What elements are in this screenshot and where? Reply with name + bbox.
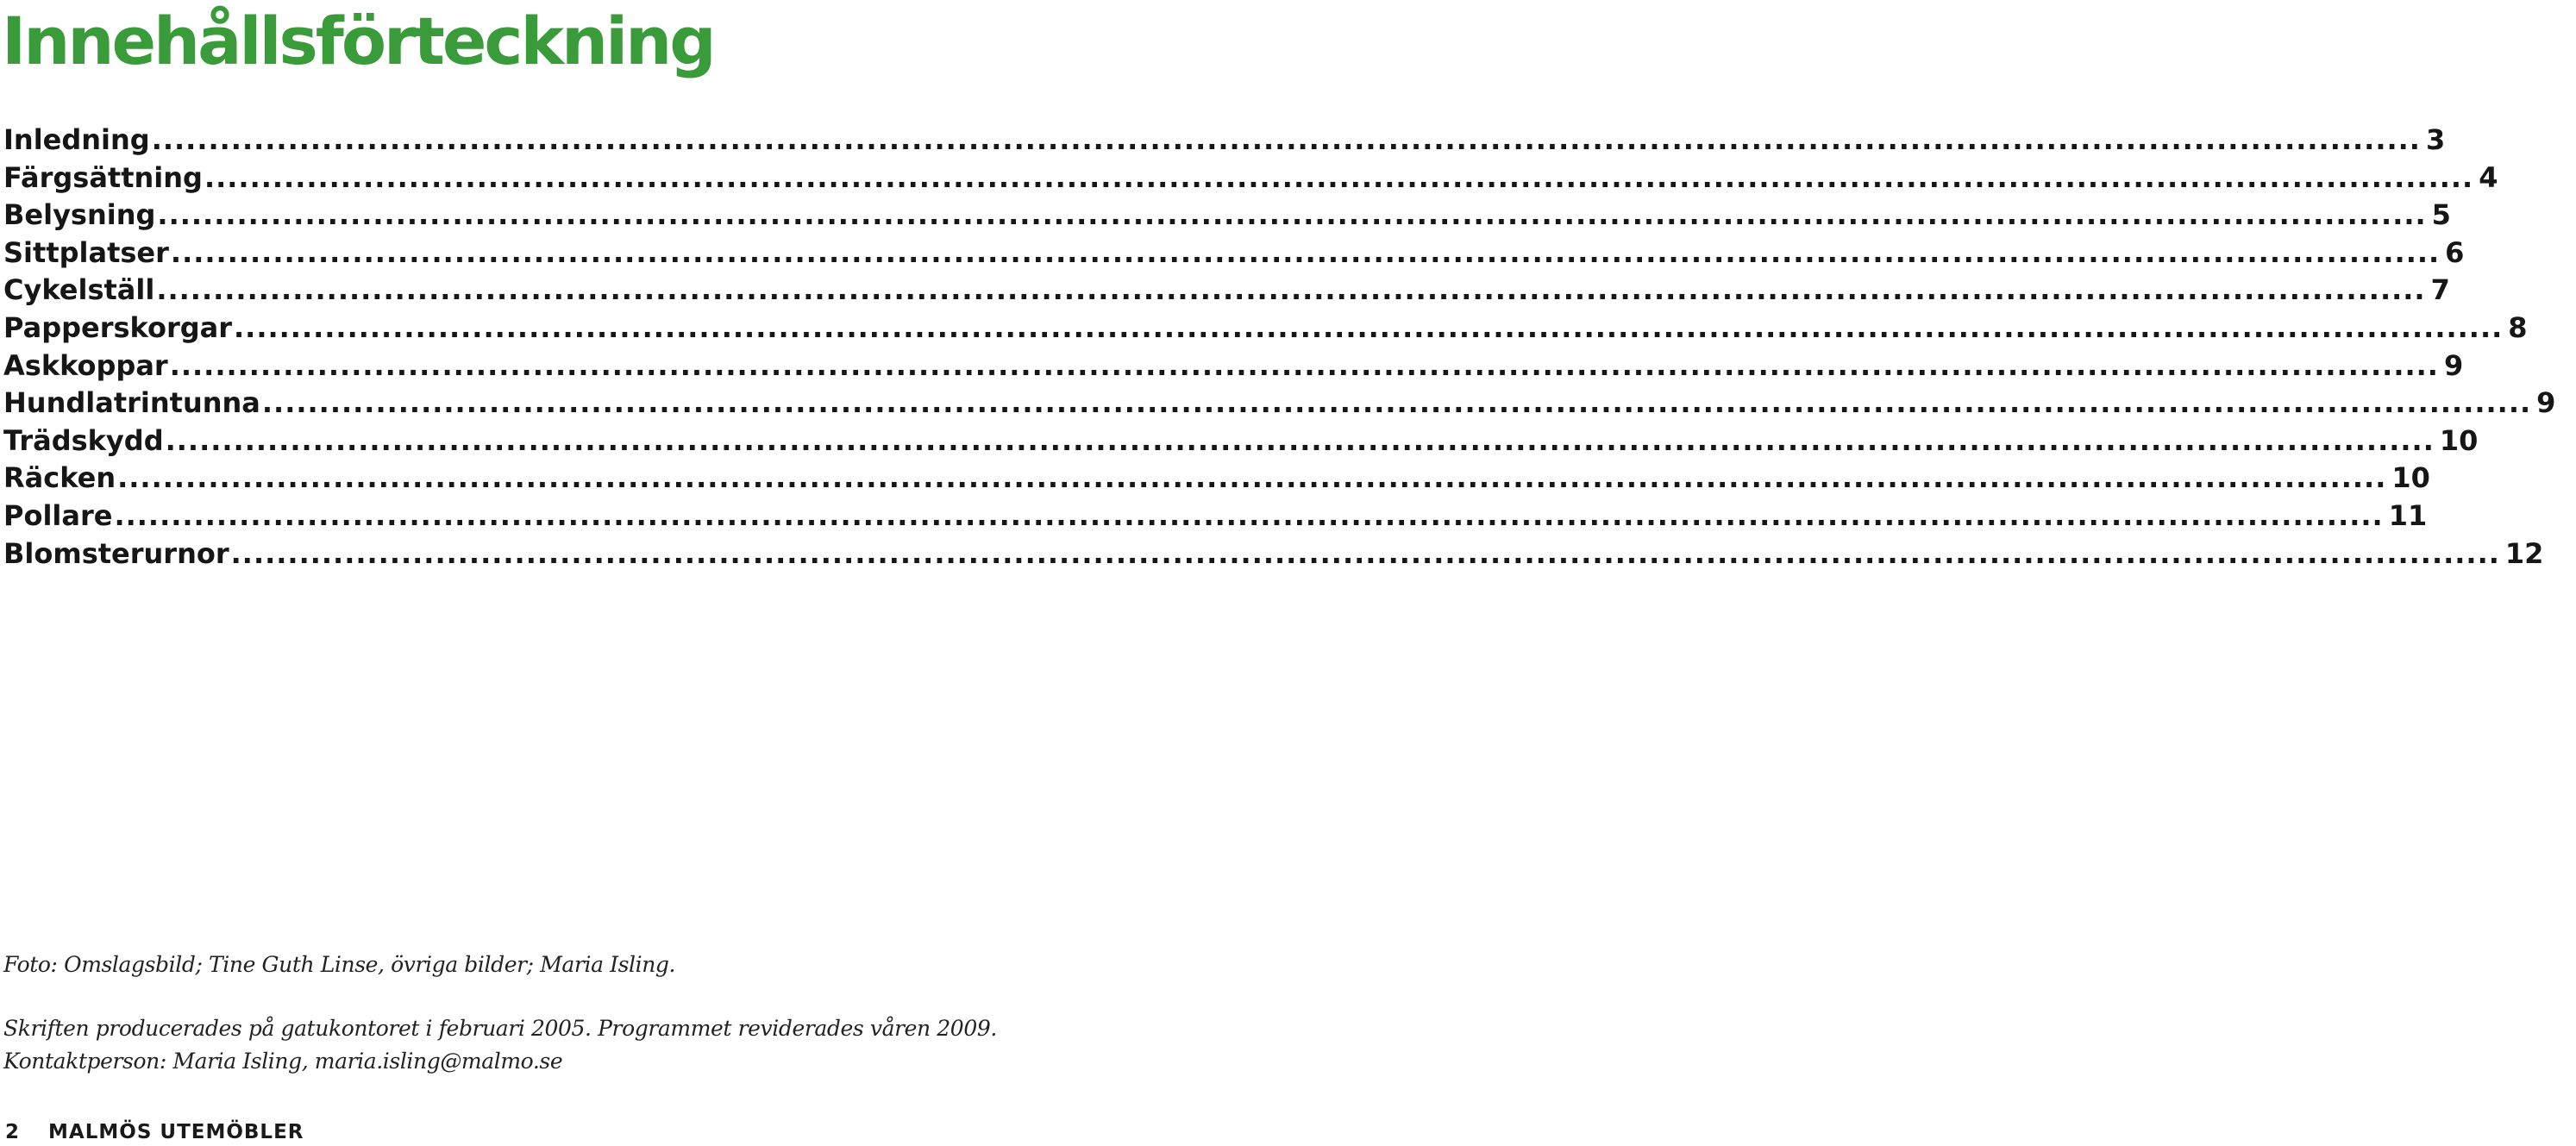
toc-entry-label: Färgsättning xyxy=(3,160,203,194)
toc-entry[interactable] xyxy=(3,385,2556,423)
page-footer xyxy=(5,1121,304,1143)
toc-entry[interactable] xyxy=(3,423,2479,460)
toc-entry[interactable] xyxy=(3,272,2450,310)
toc-entry-page: 12 xyxy=(2504,536,2544,570)
page-title: Innehållsförteckning xyxy=(2,3,714,79)
photo-credit: Foto: Omslagsbild; Tine Guth Linse, övriga bilder; Maria Isling. xyxy=(3,952,676,977)
toc-leader-dots xyxy=(171,235,2440,272)
toc-leader-dots xyxy=(166,423,2435,460)
toc-entry-page: 10 xyxy=(2439,423,2479,457)
toc-entry-page: 8 xyxy=(2508,310,2528,344)
toc-entry-label: Blomsterurnor xyxy=(3,536,229,570)
toc-entry[interactable] xyxy=(3,197,2451,235)
toc-leader-dots xyxy=(262,385,2531,423)
table-of-contents xyxy=(3,122,2556,573)
toc-entry[interactable] xyxy=(3,160,2498,197)
toc-entry[interactable] xyxy=(3,235,2465,272)
toc-entry-page: 9 xyxy=(2536,386,2556,420)
toc-leader-dots xyxy=(117,460,2386,498)
toc-leader-dots xyxy=(204,160,2473,197)
toc-leader-dots xyxy=(231,535,2500,573)
toc-entry-label: Pollare xyxy=(3,498,113,532)
toc-entry-label: Askkoppar xyxy=(3,348,168,382)
production-note: Skriften producerades på gatukontoret i februari 2005. Programmet reviderades våren 2009. xyxy=(3,1016,997,1041)
toc-entry-page: 5 xyxy=(2431,198,2451,232)
toc-entry-label: Sittplatser xyxy=(3,235,169,269)
toc-entry-label: Cykelställ xyxy=(3,273,155,307)
toc-leader-dots xyxy=(170,348,2439,385)
toc-entry-page: 3 xyxy=(2425,123,2446,156)
toc-entry-page: 9 xyxy=(2443,348,2464,382)
toc-entry-label: Trädskydd xyxy=(3,423,164,457)
toc-entry-page: 4 xyxy=(2479,160,2498,194)
footer-page-number: 2 xyxy=(5,1121,21,1143)
toc-entry[interactable] xyxy=(3,122,2446,160)
footer-publication-title: MALMÖS UTEMÖBLER xyxy=(48,1121,304,1143)
toc-entry[interactable] xyxy=(3,310,2528,348)
toc-leader-dots xyxy=(152,122,2421,160)
toc-entry-label: Belysning xyxy=(3,198,156,232)
toc-entry-page: 7 xyxy=(2430,273,2450,307)
toc-leader-dots xyxy=(157,197,2426,235)
toc-entry-page: 10 xyxy=(2391,461,2430,495)
toc-entry-label: Räcken xyxy=(3,461,116,495)
toc-entry-page: 6 xyxy=(2445,235,2465,269)
contact-person: Kontaktperson: Maria Isling, maria.isling@malmo.se xyxy=(3,1049,563,1074)
toc-leader-dots xyxy=(156,272,2425,310)
toc-entry[interactable] xyxy=(3,460,2430,498)
toc-entry-label: Papperskorgar xyxy=(3,310,232,344)
toc-entry-label: Hundlatrintunna xyxy=(3,386,260,420)
toc-entry-label: Inledning xyxy=(3,123,150,156)
toc-entry[interactable] xyxy=(3,535,2544,573)
toc-leader-dots xyxy=(114,498,2383,535)
toc-leader-dots xyxy=(234,310,2503,348)
toc-entry-page: 11 xyxy=(2388,498,2428,532)
toc-entry[interactable] xyxy=(3,498,2428,535)
toc-entry[interactable] xyxy=(3,348,2464,385)
